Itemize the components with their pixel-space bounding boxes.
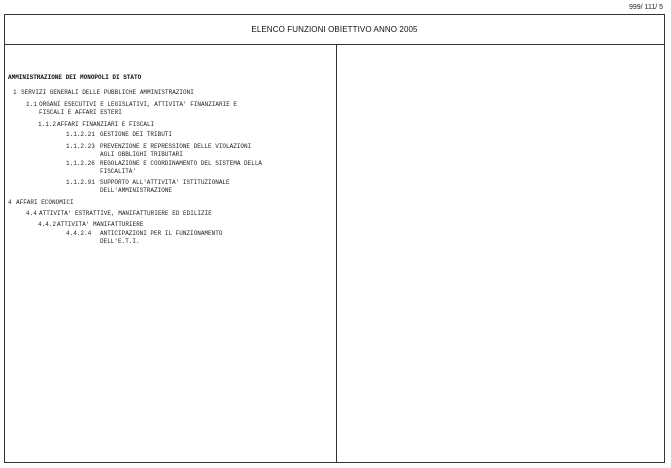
entry-text — [100, 143, 251, 159]
entry-text-line: AFFARI FINANZIARI E FISCALI — [57, 121, 155, 128]
entry-code: 4.4 — [26, 210, 37, 217]
header-title: ELENCO FUNZIONI OBIETTIVO ANNO 2005 — [251, 25, 418, 34]
entry-code: 1.1.2.23 — [66, 143, 95, 150]
header-row — [5, 15, 664, 45]
entry-text-line: ATTIVITA' MANIFATTURIERE — [57, 221, 144, 228]
entry-text — [100, 230, 222, 246]
tree-entry — [26, 210, 212, 218]
entry-code: 1.1.2.21 — [66, 131, 95, 138]
entry-code: 4.4.2.4 — [66, 230, 92, 237]
tree-entry — [38, 121, 154, 129]
entry-text-line: AGLI OBBLIGHI TRIBUTARI — [100, 151, 183, 158]
tree-entry — [26, 101, 237, 117]
entry-text-line: AFFARI ECONOMICI — [16, 199, 74, 206]
entry-text — [39, 210, 212, 218]
entry-code: 1.1.2 — [38, 121, 57, 128]
page-number: 999/ 111/ 5 — [629, 4, 663, 11]
entry-text — [21, 89, 194, 97]
entry-text — [16, 199, 74, 207]
entry-code: 1.1 — [26, 101, 37, 108]
entry-text-line: SUPPORTO ALL'ATTIVITA' ISTITUZIONALE — [100, 179, 230, 186]
entry-text — [39, 101, 237, 117]
right-column — [337, 45, 665, 463]
entry-code: 1.1.2.26 — [66, 160, 95, 167]
entry-text — [100, 160, 262, 176]
tree-entry — [66, 131, 172, 139]
entry-text-line: DELL'E.T.I. — [100, 238, 140, 245]
tree-entry — [8, 199, 74, 207]
entry-text-line: GESTIONE DEI TRIBUTI — [100, 131, 173, 138]
tree-entry — [66, 179, 230, 195]
left-column — [5, 45, 336, 463]
entry-text-line: ATTIVITA' ESTRATTIVE, MANIFATTURIERE ED EDILIZIE — [39, 210, 212, 217]
entry-text-line: ANTICIPAZIONI PER IL FUNZIONAMENTO — [100, 230, 223, 237]
entry-text-line: DELL'AMMINISTRAZIONE — [100, 187, 173, 194]
entry-text — [100, 179, 230, 195]
tree-entry — [66, 160, 262, 176]
entry-text-line: PREVENZIONE E REPRESSIONE DELLE VIOLAZIONI — [100, 143, 252, 150]
tree-entry — [66, 143, 251, 159]
entry-text — [57, 221, 143, 229]
entry-code: 1 — [13, 89, 17, 96]
entry-text-line: REGOLAZIONE E COORDINAMENTO DEL SISTEMA DELLA — [100, 160, 263, 167]
entry-text — [100, 131, 172, 139]
entry-code: 4 — [8, 199, 12, 206]
entry-text — [57, 121, 154, 129]
tree-entry — [66, 230, 222, 246]
entry-text-line: SERVIZI GENERALI DELLE PUBBLICHE AMMINISTRAZIONI — [21, 89, 194, 96]
tree-entry — [38, 221, 143, 229]
document-frame — [4, 14, 665, 463]
entry-code: 1.1.2.91 — [66, 179, 95, 186]
entry-text-line: FISCALITA' — [100, 168, 137, 175]
entry-text-line: FISCALI E AFFARI ESTERI — [39, 109, 122, 116]
entry-code: 4.4.2 — [38, 221, 57, 228]
section-title: AMMINISTRAZIONE DEI MONOPOLI DI STATO — [8, 74, 142, 81]
entry-text-line: ORGANI ESECUTIVI E LEGISLATIVI, ATTIVITA' FINANZIARIE E — [39, 101, 238, 108]
tree-entry — [13, 89, 194, 97]
